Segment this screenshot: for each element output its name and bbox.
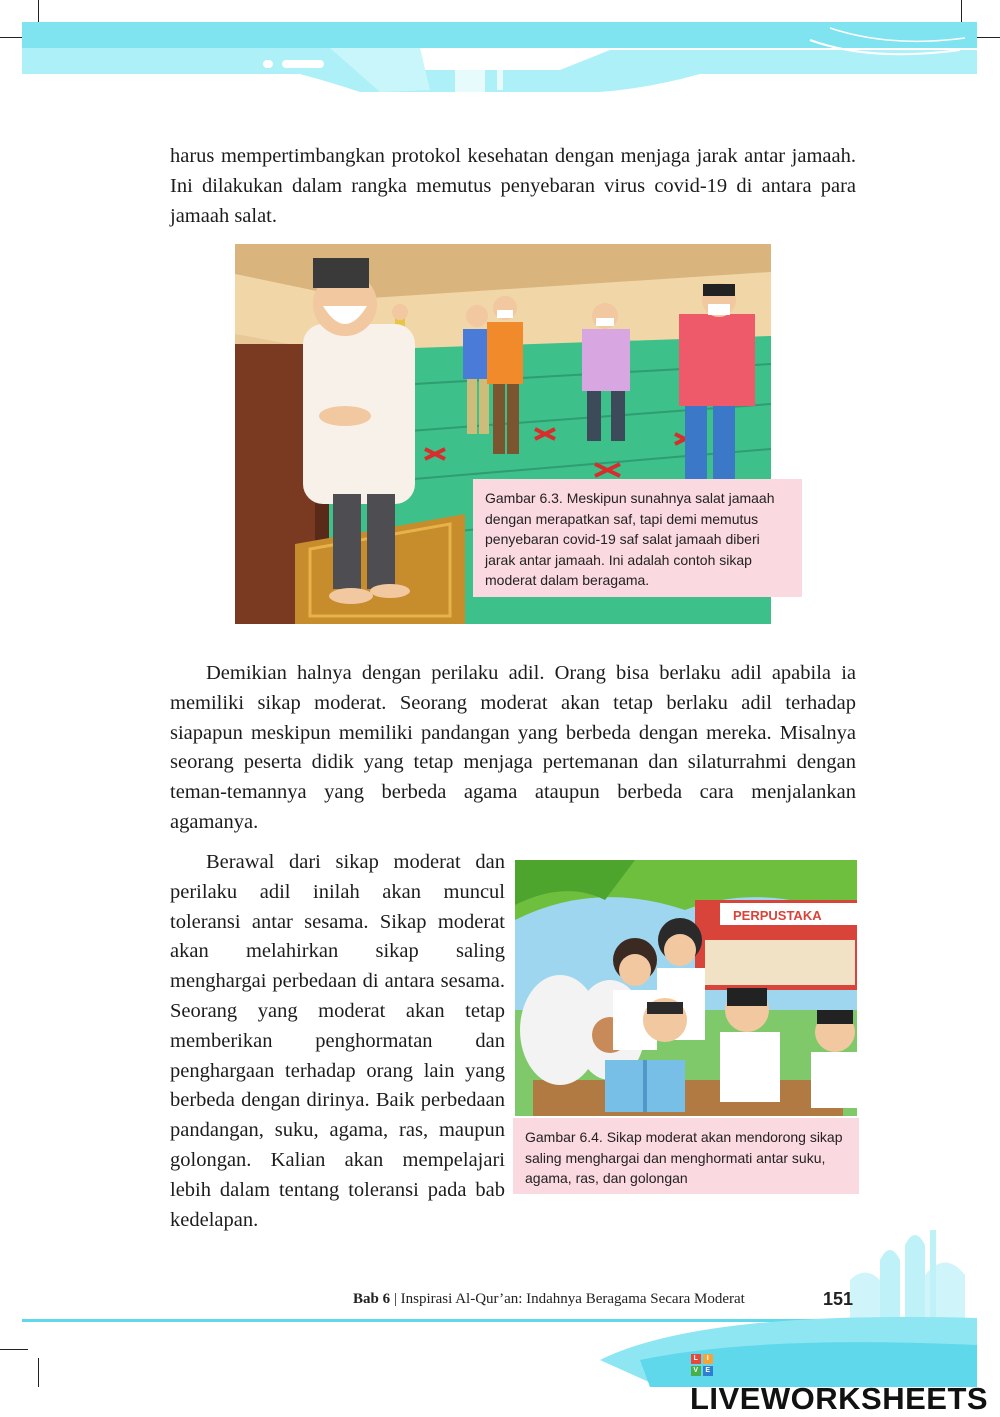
figure-caption: Gambar 6.4. Sikap moderat akan mendorong sikap saling menghargai dan menghormati antar suku, agama, ras, dan golongan xyxy=(513,1118,859,1194)
figure-students-illustration xyxy=(515,860,857,1116)
logo-tile: E xyxy=(703,1366,713,1376)
figure-caption: Gambar 6.3. Meskipun sunahnya salat jamaah dengan merapatkan saf, tapi demi memutus penyebaran covid-19 saf salat jamaah diberi jarak antar jamaah. Ini adalah contoh sikap moderat dalam beragama. xyxy=(473,479,802,597)
footer-running-title: Bab 6 | Inspirasi Al-Qur’an: Indahnya Beragama Secara Moderat xyxy=(353,1291,745,1307)
paragraph-fair-behavior: Demikian halnya dengan perilaku adil. Orang bisa berlaku adil apabila ia memiliki sikap moderat. Seorang moderat akan tetap berlaku adil terhadap siapapun meskipun memiliki pandangan yang berbeda dengan mereka. Misalnya seorang peserta didik yang tetap menjaga pertemanan dan silaturrahmi dengan teman-temannya yang berbeda agama ataupun berbeda cara menjalankan agamanya. xyxy=(170,662,856,833)
header-banner xyxy=(0,0,1000,100)
logo-tile: I xyxy=(703,1354,713,1364)
paragraph-tolerance: Berawal dari sikap moderat dan perilaku adil inilah akan muncul toleransi antar sesama. Sikap moderat akan melahirkan sikap saling menghargai perbedaan di antara sesama. Seorang yang moderat akan tetap memberikan penghormatan dan penghargaan terhadap orang lain yang berbeda dengan dirinya. Baik perbedaan pandangan, suku, agama, ras, maupun golongan. Kalian akan mempelajari lebih dalam tentang toleransi pada bab kedelapan. xyxy=(170,851,505,1231)
logo-tile: L xyxy=(691,1354,701,1364)
watermark-text: LIVEWORKSHEETS xyxy=(690,1381,989,1416)
library-sign: PERPUSTAKA xyxy=(733,908,822,923)
liveworksheets-logo-icon xyxy=(690,1353,716,1377)
page-number: 151 xyxy=(823,1289,854,1309)
liveworksheets-watermark xyxy=(690,1345,1000,1417)
logo-tile: V xyxy=(691,1366,701,1376)
paragraph-intro: harus mempertimbangkan protokol kesehatan dengan menjaga jarak antar jamaah. Ini dilakukan dalam rangka memutus penyebaran virus covid-19 di antara para jamaah salat. xyxy=(170,145,856,227)
